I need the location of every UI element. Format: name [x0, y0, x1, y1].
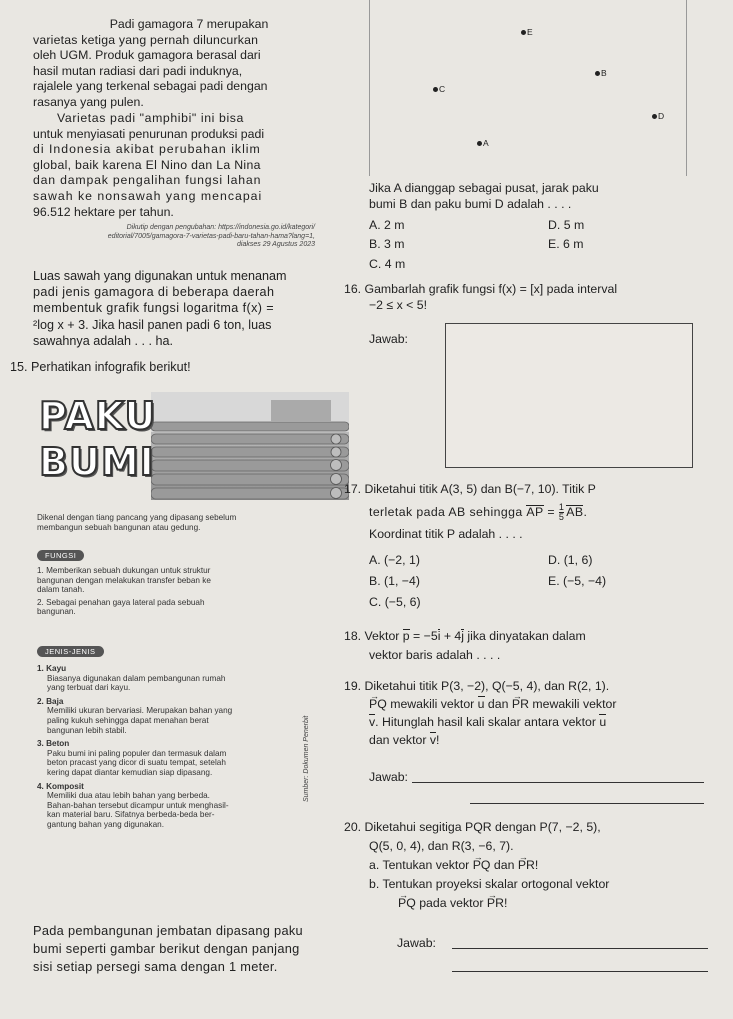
text-line: 16. Gambarlah grafik fungsi f(x) = [x] pada interval [344, 282, 618, 296]
jenis-badge: JENIS-JENIS [37, 646, 104, 657]
text-line: Jika A dianggap sebagai pusat, jarak paku [369, 181, 599, 195]
q20-answer-line-2[interactable] [452, 971, 708, 972]
dot-icon [652, 114, 657, 119]
point-label: C [439, 84, 446, 94]
text-line: kering dapat diantar kemudian siap dipasang. [47, 767, 213, 777]
text-line: 19. Diketahui titik P(3, −2), Q(−5, 4), dan R(2, 1). [344, 679, 610, 693]
text-line [344, 503, 704, 522]
text-line: rajalele yang terkenal sebagai padi dengan [33, 79, 268, 94]
dot-icon [477, 141, 482, 146]
point-b [595, 68, 607, 78]
fungsi-list [37, 566, 337, 617]
bottom-left-text [33, 922, 343, 976]
q20-jawab-label: Jawab: [397, 936, 436, 950]
option-a: A. 2 m [369, 218, 405, 232]
jenis-item-baja [37, 697, 327, 735]
q17-option-c: C. (−5, 6) [369, 595, 421, 609]
text-line: sisi setiap persegi sama dengan 1 meter. [33, 959, 278, 974]
text-line: Padi gamagora 7 merupakan [109, 17, 269, 31]
vector-j: j [461, 629, 465, 643]
text-line: beton pracast yang dicor di suatu tempat, setelah [47, 758, 226, 768]
text-line: ²log x + 3. Jika hasil panen padi 6 ton, luas [33, 317, 272, 332]
question-14 [33, 268, 323, 349]
fraction [559, 503, 564, 522]
point-label: A [483, 138, 489, 148]
text-line: Dikutip dengan pengubahan: https://indonesia.go.id/kategori/ [126, 224, 315, 231]
text-line: Koordinat titik P adalah . . . . [369, 527, 523, 541]
grid-left-border [369, 0, 370, 176]
text-line: bangunan. [37, 607, 76, 617]
text-span: a. Tentukan vektor [369, 858, 473, 872]
text-span: . [583, 504, 588, 519]
grid-figure [369, 0, 687, 176]
point-c [433, 84, 445, 94]
text-line: −2 ≤ x < 5! [369, 298, 428, 312]
paku-bumi-photo [151, 392, 349, 500]
text-line: bumi seperti gambar berikut dengan panjang [33, 941, 300, 956]
text-span: 18. Vektor [344, 629, 403, 643]
text-line: untuk menyiasati penurunan produksi padi [33, 126, 265, 141]
q19-jawab-label: Jawab: [369, 770, 408, 784]
text-span: = [543, 504, 559, 519]
text-line: bangunan lebih stabil. [47, 725, 127, 735]
jenis-item-komposit [37, 782, 327, 830]
text-line: kan material baru. Sifatnya berbeda-beda ber- [47, 810, 215, 820]
vector-pr: → PR [518, 856, 535, 875]
q16-jawab-label: Jawab: [369, 332, 408, 346]
text-span: pada vektor [415, 896, 487, 910]
question-15: 15. Perhatikan infografik berikut! [10, 360, 191, 374]
q17-option-d: D. (1, 6) [548, 553, 593, 567]
text-line: 2. Sebagai penahan gaya lateral pada sebuah [37, 597, 205, 607]
text-line: bumi B dan paku bumi D adalah . . . . [369, 197, 572, 211]
text-line: Bahan-bahan tersebut dicampur untuk menghasil- [47, 800, 229, 810]
source-vertical: Sumber: Dokumen Penerbit [303, 715, 310, 802]
text-line: yang terbuat dari kayu. [47, 683, 131, 693]
text-line: Memiliki dua atau lebih bahan yang berbeda. [47, 791, 210, 801]
text-line: Q(5, 0, 4), dan R(3, −6, 7). [369, 839, 514, 853]
infographic-intro [37, 513, 337, 532]
question-19 [344, 677, 714, 749]
vector-p: p [402, 629, 410, 643]
text-line [344, 713, 714, 731]
text-span: ! [436, 733, 440, 747]
q20-answer-line[interactable] [452, 948, 708, 949]
frac-den: 5 [558, 512, 565, 522]
text-span: dan vektor [369, 733, 430, 747]
text-line: Dikenal dengan tiang pancang yang dipasang sebelum [37, 513, 237, 522]
jenis-list [37, 664, 327, 830]
jenis-item-kayu [37, 664, 327, 693]
q17-option-b: B. (1, −4) [369, 574, 420, 588]
point-label: D [658, 111, 665, 121]
text-line: gantung bahan yang digunakan. [47, 819, 165, 829]
vector-pr: → PR [487, 894, 504, 913]
text-line: padi jenis gamagora di beberapa daerah [33, 285, 275, 300]
vector-v: v [429, 733, 436, 747]
option-b: B. 3 m [369, 237, 405, 251]
jenis-item-beton [37, 739, 327, 777]
text-line: membentuk grafik fungsi logaritma f(x) = [33, 301, 275, 316]
text-line: 20. Diketahui segitiga PQR dengan P(7, −2, 5), [344, 820, 601, 834]
vector-pr: → PR [512, 695, 529, 713]
q19-answer-line-2[interactable] [470, 803, 704, 804]
text-line: Biasanya digunakan dalam pembangunan rumah [47, 673, 226, 683]
fungsi-badge: FUNGSI [37, 550, 84, 561]
text-line: 96.512 hektare per tahun. [33, 204, 174, 219]
jenis-title: 3. Beton [37, 739, 70, 749]
text-span: mewakili vektor [528, 697, 617, 711]
text-line: editorial/7005/gamagora-7-varietas-padi-baru-tahan-hama?lang=1, [107, 232, 315, 240]
text-line: Pada pembangunan jembatan dipasang paku [33, 923, 303, 938]
text-span: ! [534, 858, 539, 872]
option-d: D. 5 m [548, 218, 585, 232]
text-line [344, 894, 714, 913]
text-span: dan [490, 858, 518, 872]
vector-ab: AB [566, 504, 584, 519]
text-line: bangunan dengan melakukan transfer beban ke [37, 575, 211, 585]
question-18 [344, 628, 714, 663]
vector-pq: → PQ [473, 856, 491, 875]
dot-icon [595, 71, 600, 76]
infographic-title-line1: PAKU [39, 394, 157, 438]
text-line: diakses 29 Agustus 2023 [237, 241, 315, 248]
vector-u: u [477, 697, 485, 711]
text-line: Varietas padi "amphibi" ini bisa [57, 111, 244, 125]
jenis-title: 4. Komposit [37, 781, 84, 791]
vector-v: v [369, 715, 376, 729]
text-line: oleh UGM. Produk gamagora berasal dari [33, 48, 261, 63]
text-line [344, 856, 714, 875]
dot-icon [521, 30, 526, 35]
vector-i: i [437, 629, 441, 643]
text-line: dan dampak pengalihan fungsi lahan [33, 173, 262, 188]
q16-answer-box[interactable] [445, 323, 693, 468]
infographic-title-line2: BUMI [39, 440, 155, 484]
question-16 [344, 281, 704, 313]
q19-answer-line[interactable] [412, 782, 704, 783]
text-line: b. Tentukan proyeksi skalar ortogonal vektor [369, 877, 610, 891]
dot-icon [433, 87, 438, 92]
source-citation [33, 224, 315, 250]
text-line: dalam tanah. [37, 585, 85, 595]
point-label: E [527, 27, 533, 37]
vector-ap: AP [526, 504, 544, 519]
option-c: C. 4 m [369, 257, 406, 271]
frac-num: 1 [558, 502, 565, 512]
text-line: di Indonesia akibat perubahan iklim [33, 142, 261, 157]
text-span: mewakili vektor [386, 697, 478, 711]
jenis-title: 1. Kayu [37, 664, 67, 673]
option-e: E. 6 m [548, 237, 584, 251]
text-span: = −5 [409, 629, 438, 643]
vector-pq: → PQ [398, 894, 416, 913]
text-line: 1. Memberikan sebuah dukungan untuk struktur [37, 566, 211, 575]
vector-u: u [599, 715, 607, 729]
text-line: Memiliki ukuran bervariasi. Merupakan bahan yang [47, 706, 233, 716]
q17-option-e: E. (−5, −4) [548, 574, 607, 588]
jenis-title: 2. Baja [37, 696, 64, 706]
text-line: sawahnya adalah . . . ha. [33, 333, 174, 348]
point-label: B [601, 68, 607, 78]
grid-right-border [686, 0, 687, 176]
q17-option-a: A. (−2, 1) [369, 553, 420, 567]
text-line: vektor baris adalah . . . . [369, 648, 501, 662]
gamagora-paragraph-1 [33, 17, 315, 111]
text-line [344, 628, 714, 644]
text-line [344, 731, 714, 749]
point-d [652, 111, 664, 121]
gamagora-paragraph-2 [33, 111, 315, 220]
text-span: terletak pada AB sehingga [369, 504, 527, 519]
text-line [344, 695, 714, 713]
text-line: varietas ketiga yang pernah diluncurkan [33, 32, 259, 47]
point-e [521, 27, 533, 37]
text-span: ! [503, 896, 508, 910]
vector-pq: → PQ [369, 695, 387, 713]
question-grid-intro [369, 180, 689, 212]
text-line: paling kukuh sehingga dapat menahan berat [47, 715, 209, 725]
text-line: Paku bumi ini paling populer dan termasuk dalam [47, 748, 227, 758]
question-17 [344, 481, 704, 542]
text-line: Luas sawah yang digunakan untuk menanam [33, 269, 287, 283]
point-a [477, 138, 489, 148]
text-line: hasil mutan radiasi dari padi induknya, [33, 63, 243, 78]
text-span: dan [484, 697, 512, 711]
question-20 [344, 818, 714, 913]
text-line: rasanya yang pulen. [33, 94, 144, 109]
text-line: global, baik karena El Nino dan La Nina [33, 157, 261, 172]
text-line: 17. Diketahui titik A(3, 5) dan B(−7, 10). Titik P [344, 482, 596, 496]
text-line: membangun sebuah bangunan atau gedung. [37, 522, 201, 532]
text-span: jika dinyatakan dalam [464, 629, 586, 643]
text-span: + 4 [440, 629, 462, 643]
text-line: sawah ke nonsawah yang mencapai [33, 188, 263, 203]
infographic-paku-bumi [33, 382, 349, 902]
text-span: . Hitunglah hasil kali skalar antara vektor [375, 715, 600, 729]
